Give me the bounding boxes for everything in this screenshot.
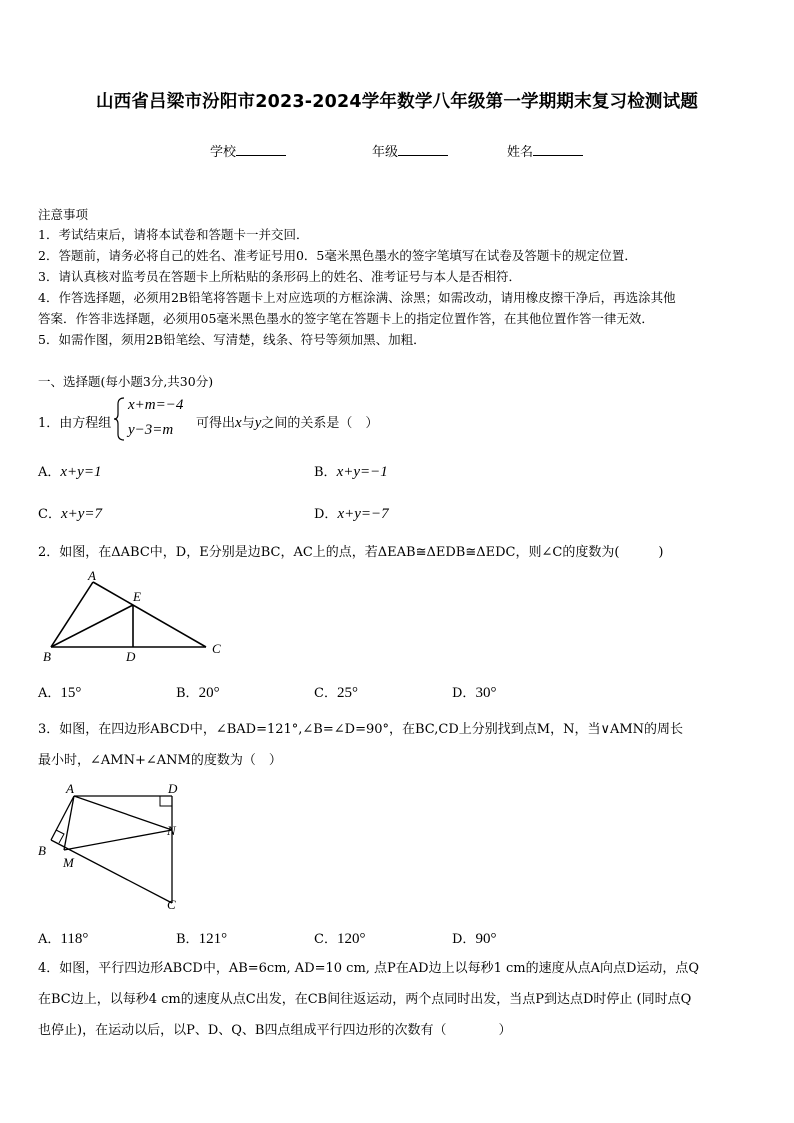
notes-item: 4．作答选择题，必须用2B铅笔将答题卡上对应选项的方框涂满、涂黑；如需改动，请用橡皮擦干净后，再选涂其他: [38, 290, 676, 305]
q1-mid2: 与: [241, 416, 255, 431]
q1-option-c: [38, 503, 102, 523]
q3-label-d: D: [168, 781, 178, 796]
option-label: D．: [452, 686, 476, 701]
q1-option-d: [314, 503, 389, 523]
q3-figure: [34, 778, 194, 918]
q1-var-y: y: [254, 415, 262, 431]
q2-figure: [38, 565, 238, 665]
q2-label-e: E: [133, 589, 141, 604]
school-field: [210, 141, 286, 160]
option-value: 121°: [198, 931, 228, 947]
school-label: 学校: [210, 145, 237, 160]
q4-line1: 4．如图，平行四边形ABCD中，AB=6cm, AD=10 cm, 点P在AD边上以每秒1 cm的速度从点A向点D运动，点Q: [38, 961, 700, 976]
grade-field: [372, 141, 448, 160]
q3-option-b: [176, 928, 227, 948]
q2-option-b: [176, 682, 220, 702]
q4-line2: 在BC边上，以每秒4 cm的速度从点C出发，在CB间往返运动，两个点同时出发，当点P到达点D时停止 (同时点Q: [38, 992, 692, 1007]
notes-item: 2．答题前，请务必将自己的姓名、准考证号用0．5毫米黑色墨水的签字笔填写在试卷及答题卡的规定位置．: [38, 248, 637, 263]
q3-label-m: M: [63, 855, 74, 870]
q2-label-a: A: [88, 568, 96, 583]
option-label: D．: [314, 507, 338, 522]
option-label: C．: [314, 686, 337, 701]
grade-blank: [398, 143, 448, 156]
option-label: C．: [38, 507, 61, 522]
q2-option-a: [38, 682, 81, 702]
notes-item: 3．请认真核对监考员在答题卡上所粘贴的条形码上的姓名、准考证号与本人是否相符．: [38, 269, 521, 284]
name-label: 姓名: [507, 145, 534, 160]
q3-label-a: A: [66, 781, 74, 796]
option-label: B．: [176, 932, 199, 947]
name-field: [507, 141, 583, 160]
q1-mid1: 可得出: [196, 416, 236, 431]
q2-text: 2．如图，在ΔABC中，D，E分别是边BC，AC上的点，若ΔEAB≅ΔEDB≅ΔEDC，则∠C的度数为( ): [38, 545, 664, 560]
option-label: A．: [38, 686, 61, 701]
q2-label-d: D: [126, 649, 136, 664]
option-label: C．: [314, 932, 337, 947]
q1-var-x: x: [235, 415, 242, 431]
option-value: 90°: [475, 931, 497, 947]
option-expr: x+y=−7: [337, 506, 389, 522]
option-value: 120°: [336, 931, 366, 947]
option-value: 118°: [60, 931, 89, 947]
option-value: 20°: [198, 685, 220, 701]
q1-brace: [113, 396, 127, 442]
q3-option-d: [452, 928, 496, 948]
q3-label-n: N: [167, 823, 176, 838]
option-value: 30°: [475, 685, 497, 701]
q2-label-b: B: [43, 649, 51, 664]
q1-prefix: 1．由方程组: [38, 416, 112, 431]
q1-option-b: [314, 461, 388, 481]
notes-item: 1．考试结束后，请将本试卷和答题卡一并交回．: [38, 227, 309, 242]
option-expr: x+y=1: [60, 464, 102, 480]
q1-suffix: 之间的关系是（ ）: [261, 416, 379, 431]
option-value: 15°: [60, 685, 82, 701]
notes-item: 5．如需作图，须用2B铅笔绘、写清楚，线条、符号等须加黑、加粗．: [38, 332, 426, 347]
q3-option-a: [38, 928, 88, 948]
notes-heading: 注意事项: [38, 207, 89, 222]
q1-eq1: x+m=−4: [128, 397, 184, 413]
q3-line2: 最小时，∠AMN+∠ANM的度数为（ ）: [38, 753, 282, 768]
q3-label-c: C: [167, 897, 176, 912]
option-label: B．: [176, 686, 199, 701]
page-title: 山西省吕梁市汾阳市2023-2024学年数学八年级第一学期期末复习检测试题: [95, 92, 699, 112]
school-blank: [236, 143, 286, 156]
option-label: A．: [38, 932, 61, 947]
q2-option-c: [314, 682, 358, 702]
option-value: 25°: [336, 685, 358, 701]
q2-option-d: [452, 682, 496, 702]
name-blank: [533, 143, 583, 156]
q1-text: [196, 412, 378, 432]
q1-eq2: y−3=m: [128, 422, 174, 438]
q3-line1: 3．如图，在四边形ABCD中，∠BAD=121°,∠B=∠D=90°，在BC,CD上分别找到点M，N，当∨AMN的周长: [38, 722, 684, 737]
grade-label: 年级: [372, 145, 399, 160]
q2-label-c: C: [212, 641, 221, 656]
option-label: B．: [314, 465, 337, 480]
option-expr: x+y=−1: [336, 464, 388, 480]
q3-option-c: [314, 928, 365, 948]
section-heading: 一、选择题(每小题3分,共30分): [38, 374, 214, 389]
q1-option-a: [38, 461, 101, 481]
q4-line3: 也停止)，在运动以后，以P、D、Q、B四点组成平行四边形的次数有（ ）: [38, 1023, 512, 1038]
notes-item: 答案．作答非选择题，必须用05毫米黑色墨水的签字笔在答题卡上的指定位置作答，在其他位置作答一律无效．: [38, 311, 654, 326]
option-label: A．: [38, 465, 61, 480]
q3-label-b: B: [38, 843, 46, 858]
option-expr: x+y=7: [60, 506, 103, 522]
option-label: D．: [452, 932, 476, 947]
